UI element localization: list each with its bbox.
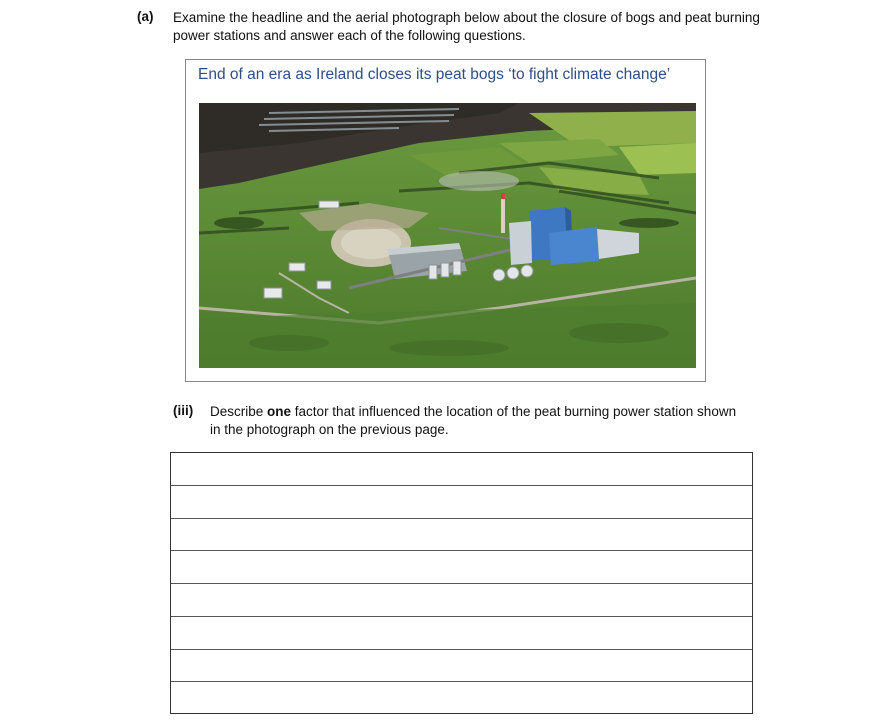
question-iii-text-bold: one: [267, 404, 292, 419]
answer-line: [171, 550, 752, 551]
question-a-label: (a): [137, 9, 154, 24]
question-iii-text-before: Describe: [210, 404, 268, 419]
aerial-photograph: [199, 103, 696, 368]
question-iii-text-after: factor that influenced the location of the peat burning power station shown in the photograph on the previous page.: [210, 404, 737, 437]
question-a-text: Examine the headline and the aerial photograph below about the closure of bogs and peat burning power stations and answer each of the following questions.: [173, 10, 760, 43]
answer-line: [171, 485, 752, 486]
answer-line: [171, 583, 752, 584]
answer-line: [171, 518, 752, 519]
answer-line: [171, 616, 752, 617]
figure-box: [185, 59, 706, 382]
question-iii-label: (iii): [173, 403, 194, 418]
answer-line: [171, 649, 752, 650]
aerial-photograph-illustration: [199, 103, 696, 368]
answer-line: [171, 681, 752, 682]
answer-box[interactable]: [170, 452, 753, 714]
figure-headline: End of an era as Ireland closes its peat bogs ‘to fight climate change’: [198, 66, 671, 83]
question-iii-text: [210, 403, 750, 439]
